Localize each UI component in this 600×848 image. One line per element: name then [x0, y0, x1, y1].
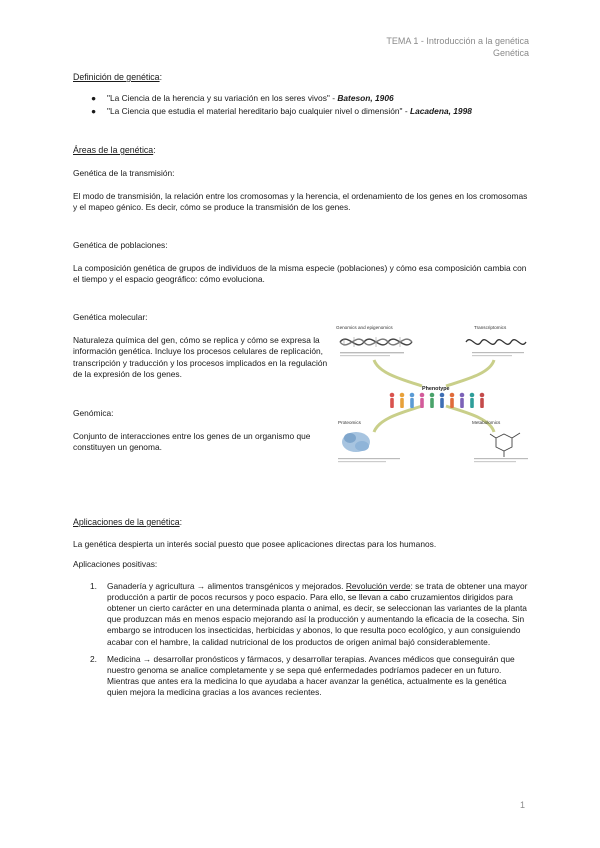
aplicaciones-colon: :	[179, 517, 183, 527]
area-molecular	[73, 312, 335, 380]
definicion-bullets	[73, 93, 528, 117]
section-areas	[73, 145, 528, 156]
header-title: TEMA 1 - Introducción a la genética	[386, 36, 529, 46]
quote-text: "La Ciencia que estudia el material hereditario bajo cualquier nivel o dimensión" -	[107, 106, 410, 117]
area-text: Conjunto de interacciones entre los genes de un organismo que constituyen un genoma.	[73, 431, 311, 453]
area-heading: Genética molecular:	[73, 312, 148, 322]
bullet-dot: ●	[91, 93, 97, 104]
section-aplicaciones	[73, 517, 528, 705]
section-definicion	[73, 72, 528, 120]
bullet-dot: ●	[91, 106, 97, 117]
protein-icon	[338, 432, 400, 462]
page-number: 1	[519, 800, 525, 810]
area-text: Naturaleza química del gen, cómo se replica y cómo se expresa la información genética. Incluye los procesos celulares de replicación, transcripción y traducción y los procesos implicados en la regulación de la expresión de los genes.	[73, 335, 328, 379]
quote-text: "La Ciencia de la herencia y su variación en los seres vivos" -	[107, 93, 338, 104]
figure-label-proteomics: Proteomics	[338, 420, 361, 425]
aplicaciones-title: Aplicaciones de la genética	[73, 517, 180, 527]
area-genomica	[73, 408, 335, 454]
area-poblaciones	[73, 240, 528, 286]
dna-helix-icon	[340, 337, 412, 356]
list-item	[73, 654, 528, 699]
list-item	[73, 93, 528, 104]
list-item	[73, 581, 528, 648]
header-subject: Genética	[492, 48, 529, 58]
area-text: El modo de transmisión, la relación entre los cromosomas y la herencia, el ordenamiento de los genes en los cromosomas y el mapeo génico. Es decir, cómo se produce la transmisión de los genes.	[73, 191, 528, 213]
item-lead: Medicina → desarrollar pronósticos y fármacos, y desarrollar terapias. Avances médicos que conseguirán que nuestro genoma se analice completamente y se sepa qué enfermedades podríamos padecer en un futuro. Mientras que antes era la medicina lo que ayudaba a hacer avanzar la genética, actualmente es la genética quien mejora la medicina gracias a los avances recientes.	[107, 653, 515, 698]
quote-author: Bateson, 1906	[337, 93, 394, 104]
figure-label-transcriptomics: Transcriptomics	[474, 325, 507, 330]
figure-label-metabolomics: Metabolomics	[472, 420, 501, 425]
item-number: 1.	[90, 580, 97, 591]
area-transmision	[73, 168, 528, 214]
arrow-shape	[446, 360, 494, 386]
rna-strand-icon	[466, 340, 526, 357]
people-icon	[390, 393, 485, 408]
item-number: 2.	[90, 653, 97, 664]
revolucion-verde-term: Revolución verde	[345, 580, 411, 591]
area-heading: Genómica:	[73, 408, 114, 418]
areas-title: Áreas de la genética	[73, 145, 154, 155]
aplicaciones-sub: Aplicaciones positivas:	[73, 559, 158, 570]
aplicaciones-list	[73, 581, 528, 699]
figure-label-phenotype: Phenotype	[422, 386, 450, 392]
aplicaciones-intro: La genética despierta un interés social puesto que posee aplicaciones directas para los humanos.	[73, 539, 437, 550]
arrow-shape	[446, 406, 494, 432]
quote-author: Lacadena, 1998	[409, 106, 472, 117]
arrow-shape	[374, 406, 422, 432]
figure-label-genomics: Genomics and epigenomics	[336, 325, 393, 330]
omics-phenotype-figure	[334, 322, 534, 470]
definicion-title: Definición de genética	[73, 72, 160, 82]
arrow-shape	[374, 360, 422, 386]
area-heading: Genética de poblaciones:	[73, 240, 168, 250]
item-text: : se trata de obtener una mayor producción a partir de pocos recursos y poco espacio. Para ello, se llevan a cabo cruzamientos dirigidos para obtener un cierto carácter en una determinada planta o animal, es decir, se seleccionan las variantes de la planta que produzcan más en menos espacio mejorando así la producción y aumentando la eficacia de la cosecha. Sin embargo se introducen los insecticidas, herbicidas y abonos, lo que resulta poco ecológico, y aun consiguiendo acabar con el hambre, la calidad nutricional de los productos de origen animal bajó considerablemente.	[107, 580, 528, 647]
item-lead: Ganadería y agricultura → alimentos transgénicos y mejorados.	[107, 580, 346, 591]
definicion-colon: :	[159, 72, 163, 82]
list-item	[73, 106, 528, 117]
areas-colon: :	[153, 145, 156, 155]
page-header	[386, 35, 529, 59]
area-text: La composición genética de grupos de individuos de la misma especie (poblaciones) y cómo esa composición cambia con el tiempo y el espacio geográfico: cómo evoluciona.	[73, 263, 527, 285]
area-heading: Genética de la transmisión:	[73, 168, 175, 178]
molecule-icon	[474, 433, 528, 462]
